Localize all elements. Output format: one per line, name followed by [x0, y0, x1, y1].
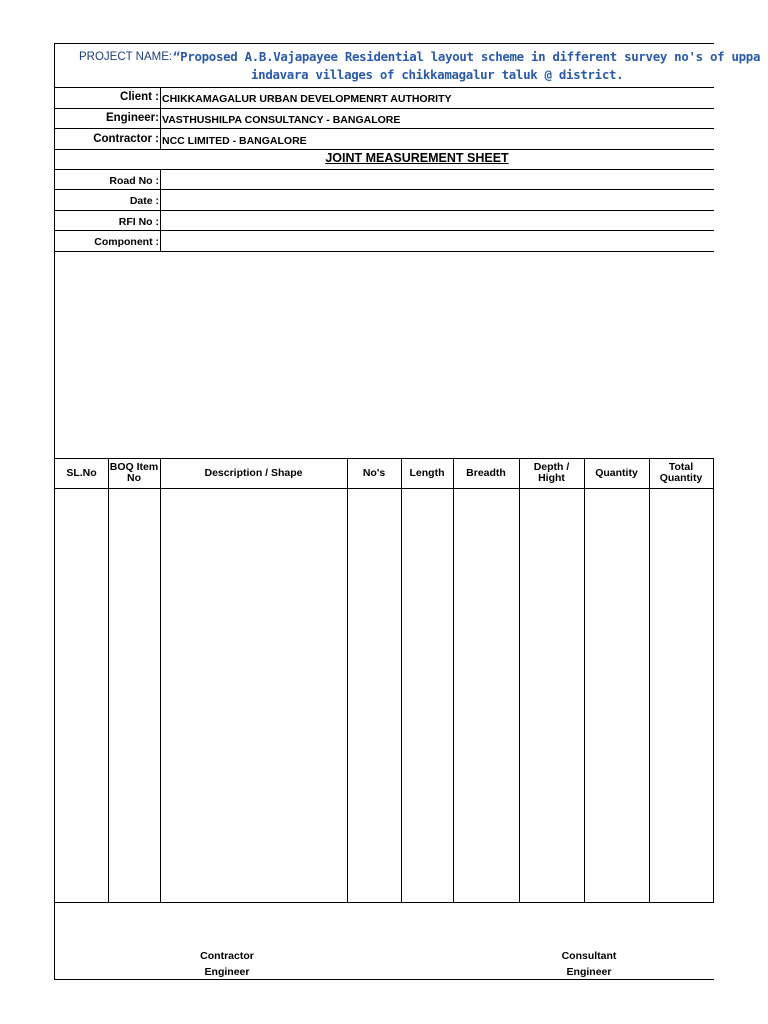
engineer-value[interactable]: VASTHUSHILPA CONSULTANCY - BANGALORE	[162, 114, 401, 126]
column-divider	[401, 458, 402, 902]
table-bottom-border	[55, 902, 714, 903]
col-header-quantity: Quantity	[595, 466, 638, 479]
divider	[55, 108, 714, 109]
table-header-border	[55, 488, 714, 489]
divider	[55, 230, 714, 231]
road-no-label: Road No :	[109, 175, 159, 187]
col-header-depth: Depth / Hight	[533, 461, 570, 484]
column-divider	[108, 458, 109, 902]
divider	[55, 169, 714, 170]
divider	[55, 128, 714, 129]
rfi-no-label: RFI No :	[118, 216, 159, 228]
date-label: Date :	[129, 195, 159, 207]
engineer-label: Engineer:	[105, 112, 159, 124]
divider	[55, 189, 714, 190]
column-divider	[584, 458, 585, 902]
client-value[interactable]: CHIKKAMAGALUR URBAN DEVELOPMENRT AUTHORITY	[162, 93, 452, 105]
col-header-nos: No's	[362, 466, 386, 479]
column-divider	[713, 458, 714, 902]
contractor-value[interactable]: NCC LIMITED - BANGALORE	[162, 135, 307, 147]
component-label: Component :	[94, 236, 159, 248]
project-name-line-2: indavara villages of chikkamagalur taluk @ district.	[251, 67, 624, 82]
column-divider	[347, 458, 348, 902]
column-divider	[160, 458, 161, 902]
col-header-breadth: Breadth	[466, 466, 506, 479]
divider	[55, 87, 714, 88]
client-label: Client :	[120, 91, 159, 103]
col-header-total-quantity: Total Quantity	[659, 461, 703, 484]
col-header-description: Description / Shape	[204, 466, 303, 479]
col-header-boq-item-no: BOQ Item No	[109, 461, 159, 484]
column-divider	[453, 458, 454, 902]
contractor-label: Contractor :	[93, 133, 159, 145]
measurement-sheet	[54, 43, 761, 980]
consultant-engineer-signature: Consultant Engineer	[561, 950, 617, 978]
project-name-line-1: “Proposed A.B.Vajapayee Residential layout scheme in different survey no's of uppa	[173, 49, 761, 64]
sheet-title: JOINT MEASUREMENT SHEET	[325, 151, 509, 165]
divider	[55, 251, 714, 252]
column-divider	[649, 458, 650, 902]
col-header-length: Length	[409, 466, 445, 479]
divider	[55, 210, 714, 211]
project-name-label: PROJECT NAME:	[79, 51, 173, 63]
label-column-divider	[160, 87, 161, 149]
contractor-engineer-signature: Contractor Engineer	[200, 950, 254, 978]
divider	[55, 149, 714, 150]
column-divider	[519, 458, 520, 902]
col-header-sl-no: SL.No	[66, 466, 97, 479]
